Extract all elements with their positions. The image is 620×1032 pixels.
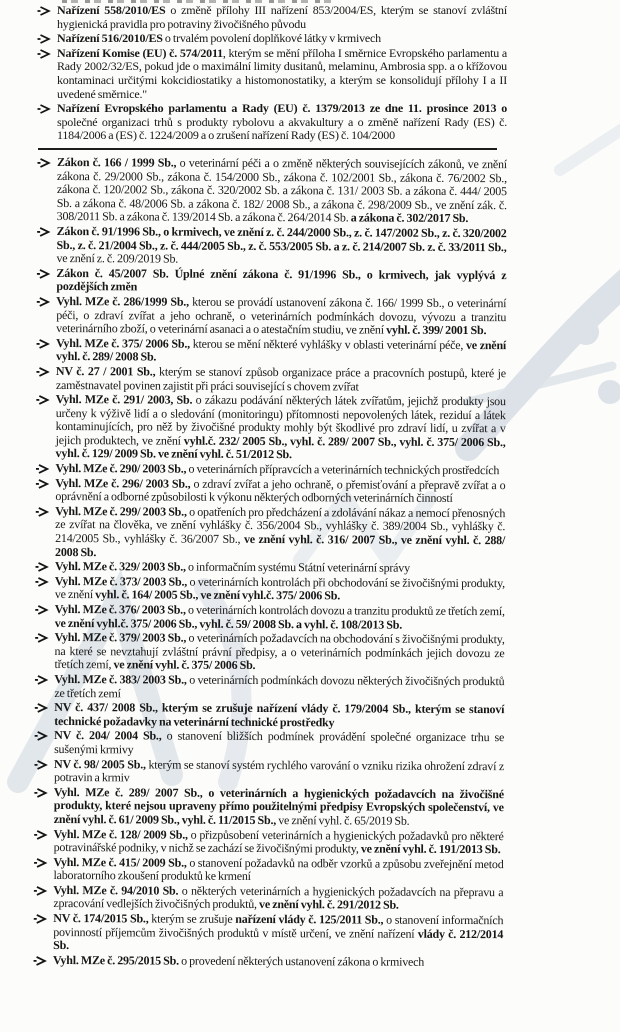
item-text-bold: ve znění vyhl. č. 191/2013 Sb. [360,841,501,857]
list-item [56,365,506,394]
item-text-bold: Nařízení Komise (EU) č. 574/2011 [57,45,223,60]
arrow-bullet-icon [36,395,50,405]
list-item [54,701,504,730]
item-text-bold: Vyhl. MZe č. 286/1999 Sb., [56,293,189,309]
item-text-bold: Vyhl. MZe č. 373/ 2003 Sb., [54,573,188,589]
item-text-bold: Nařízení Evropského parlamentu a Rady (EU) č. 1379/2013 ze dne 11. prosince 2013 o [57,101,507,116]
list-item [54,631,504,674]
list-item [56,267,506,296]
list-item [55,477,505,506]
list-item [56,295,506,338]
arrow-bullet-icon [37,104,51,114]
item-text: o veterinárních požadavcích na obchodování s živočišnými produkty, na které se nevztahují zvláštní právní předpisy, a o veterinárních podmínkách jejich dovozu ze třetích zemí, [54,630,505,672]
item-text-bold: Vyhl. MZe č. 289/ 2007 Sb., o veterinárních a hygienických požadavcích na živočišné produkty, které nejsou upraveny přímo použitelnými předpisy Evropských společenství, ve znění vyhl. č. 61/ 2009 Sb., vyhl. č. 11/2015 Sb., [53,784,504,827]
item-text: o přizpůsobení veterinárních a hygienických požadavků pro některé potravinářské podniky, v nichž se zachází se živočišnými produkty, [53,827,504,856]
item-text-bold: ve znění vyhl. č. 291/2012 Sb. [259,897,399,913]
item-text-bold: Vyhl. MZe č. 296/ 2003 Sb., [55,475,191,491]
list-item [56,337,506,366]
list-item [53,954,503,970]
arrow-bullet-icon [35,478,49,488]
item-text: o opatřeních pro předcházení a zdolávání nákaz a nemocí přenosných ze zvířat na člověka, ve znění vyhlášky č. 356/2004 Sb., vyhlášky č. 389/2004 Sb., vyhlášky č. 214/2005 Sb., vyhlášky č. 36/2007 Sb., [55,504,506,546]
item-text-bold: Vyhl. MZe č. 379/ 2003 Sb., [54,630,187,645]
arrow-bullet-icon [35,577,49,587]
item-text: o některých veterinárních a hygienických požadavcích na přepravu a zpracování vedlejších živočišných produktů, [53,883,504,912]
arrow-bullet-icon [35,605,49,615]
arrow-bullet-icon [34,703,48,713]
item-text-bold: ve znění vyhl. č. 316/ 2007 Sb., ve znění vyhl. č. 288/ 2008 Sb. [55,531,506,559]
arrow-bullet-icon [35,633,49,643]
item-text: o zákazu podávání některých látek zvířatům, jejichž produkty jsou určeny k výživě lidí a o sledování (monitoringu) přítomnosti nepovolených látek, reziduí a látek kontaminujících, pro něž by živočišné produkty mohly být škodlivé pro zdraví lidí, u zvířat a v jejich produktech, ve znění [55,392,506,448]
item-text: o veterinárních podmínkách dovozu některých živočišných produktů ze třetích zemí [54,672,505,700]
list-item [55,505,505,562]
item-text-bold: nařízení vlády č. 125/2011 Sb., [235,911,384,927]
arrow-bullet-icon [34,759,48,769]
item-text: o informačním systému Státní veterinární správy [185,559,410,575]
list-item [54,729,504,758]
item-text-bold: Vyhl. MZe č. 291/ 2003, Sb. [55,392,193,407]
regulation-list-national [53,156,507,970]
item-text: kterým se stanoví způsob organizace práce a pracovních postupů, které je zaměstnavatel povinen zajistit při práci související s chovem zvířat [55,364,506,393]
list-item [53,912,503,955]
item-text-bold: Vyhl. MZe č. 295/2015 Sb. [53,952,179,968]
section-divider-rule [38,148,497,150]
item-text-bold: a zákona č. 302/2017 Sb. [350,210,469,226]
arrow-bullet-icon [33,956,47,966]
arrow-bullet-icon [36,367,50,377]
item-text-bold: NV č. 98/ 2005 Sb., [53,756,146,771]
arrow-bullet-icon [34,858,48,868]
item-text-bold: ve znění vyhl. č. 289/ 2008 Sb. [55,337,507,364]
arrow-bullet-icon [36,339,50,349]
item-text: kterým se stanoví systém rychlého varování o vzniku rizika ohrožení zdraví z potravin a krmiv [53,756,505,785]
item-text-bold: Vyhl. MZe č. 383/ 2003 Sb., [54,671,187,687]
arrow-bullet-icon [37,49,51,59]
item-text: o veterinárních kontrolách dovozu a tranzitu produktů ze třetích zemí, [185,602,505,619]
list-item [54,673,504,702]
item-text: , kterým se mění příloha I směrnice Evropského parlamentu a Rady 2002/32/ES, pokud jde o maximální limity dusitanů, melaminu, Ambrosia spp. a o křížovou kontaminaci určitými kokcidiostatiky a histomonostatiky, a kterým se konsolidují přílohy I a II uvedené směrnice." [57,45,507,101]
item-text-bold: vyhl. č. 399/ 2001 Sb. [386,322,487,338]
item-text-bold: ve znění vyhl.č. 375/ 2006 Sb., vyhl. č. 59/ 2008 Sb. a vyhl. č. 108/2013 Sb. [54,615,403,632]
item-text: o trvalém povolení doplňkové látky v krmivech [162,31,381,46]
item-text-bold: NV č. 174/2015 Sb., [53,910,149,926]
item-text: kterým se zrušuje [148,911,236,926]
item-text-bold: Vyhl. MZe č. 376/ 2003 Sb., [54,601,186,617]
list-item [57,102,507,143]
item-text: společné organizaci trhů s produkty rybolovu a akvakultury a o změně nařízení Rady (ES) č. 1184/2006 a (ES) č. 1224/2009 a o zrušení nařízení Rady (ES) č. 104/2000 [57,114,507,143]
arrow-bullet-icon [37,34,51,44]
regulation-list-eu [57,4,507,143]
arrow-bullet-icon [37,158,51,168]
item-text-bold: ve znění vyhl. č. 375/ 2006 Sb. [113,657,256,673]
item-text: o zdraví zvířat a jeho ochraně, o přemisťování a přepravě zvířat a o oprávnění a odborné způsobilosti k výkonu některých odborných veterinárních činností [55,476,506,506]
item-text-bold: Vyhl. MZe č. 128/ 2009 Sb., [53,826,188,842]
item-text-bold: Vyhl. MZe č. 94/2010 Sb. [53,882,179,898]
item-text-bold: Vyhl. MZe č. 375/ 2006 Sb., [56,335,190,351]
item-text-bold: Vyhl. MZe č. 299/ 2003 Sb., [55,503,187,519]
item-text-bold: Nařízení 516/2010/ES [57,31,163,46]
arrow-bullet-icon [34,675,48,685]
arrow-bullet-icon [33,886,47,896]
list-item [57,32,507,46]
arrow-bullet-icon [37,6,51,16]
list-item [53,856,503,885]
item-text-bold: vlády č. 212/2014 Sb. [53,926,504,953]
arrow-bullet-icon [35,507,49,517]
arrow-bullet-icon [35,464,49,474]
item-text-bold: vyhl. č. 164/ 2005 Sb., ve znění vyhl.č. 375/ 2006 Sb. [95,587,341,603]
item-text: o stanovení informačních povinností příjemcům živočišných produktů v místě určení, ve znění nařízení [53,912,504,941]
item-text-bold: Vyhl. MZe č. 290/ 2003 Sb., [55,460,187,476]
list-item [56,225,506,268]
item-text-bold: NV č. 437/ 2008 Sb., kterým se zrušuje nařízení vlády č. 179/2004 Sb., kterým se stanoví technické požadavky na veterinární technické prostředky [54,700,505,730]
item-text: o provedení některých ustanovení zákona o krmivech [178,953,425,969]
item-text: kterou se provádí ustanovení zákona č. 166/ 1999 Sb., o veterinární péči, o zdraví zvířat a jeho ochraně, o veterinárních podmínkách dovozu, vývozu a tranzitu veterinárního zboží, o veterinární asanaci a o atestačním studiu, ve znění [56,294,507,337]
list-item [55,575,505,604]
arrow-bullet-icon [34,829,48,839]
item-text-bold: Zákon č. 45/2007 Sb. Úplné znění zákona č. 91/1996 Sb., o krmivech, jak vyplývá z pozdějších změn [56,265,507,294]
item-text-bold: vyhl.č. 232/ 2005 Sb., vyhl. č. 289/ 2007 Sb., vyhl. č. 375/ 2006 Sb., vyhl. č. 129/ 2009 Sb. ve znění vyhl. č. 51/2012 Sb. [55,433,506,462]
list-item [54,786,504,829]
item-text: o veterinární péči a o změně některých souvisejících zákonů, ve znění zákona č. 29/2000 Sb., zákona č. 154/2000 Sb., zákona č. 102/2001 Sb., zákona č. 76/2002 Sb., zákona č. 120/2002 Sb., zákona č. 320/2002 Sb. a zákona č. 131/ 2003 Sb. a zákona č. 444/ 2005 Sb. a zákona č. 48/2006 Sb. a zákona č. 182/ 2008 Sb., a zákona č. 298/2009 Sb., ve znění zák. č. 308/2011 Sb. a zákona č. 139/2014 Sb. a zákona č. 264/2014 Sb. [56,155,507,225]
arrow-bullet-icon [36,297,50,307]
arrow-bullet-icon [34,788,48,798]
item-text-bold: Vyhl. MZe č. 329/ 2003 Sb., [54,559,186,574]
item-text: ve znění vyhl. č. 65/2019 Sb. [276,812,410,828]
list-item [54,827,504,856]
list-item [57,4,507,31]
list-item [56,393,506,463]
item-text-bold: Zákon č. 91/1996 Sb., o krmivech, ve znění z. č. 244/2000 Sb., z. č. 147/2002 Sb., z. č. 320/2002 Sb., z. č. 21/2004 Sb., z. č. 444/2005 Sb., z. č. 553/2005 Sb. a z. č. 214/2007 Sb. z. č. 33/2011 Sb., [56,223,507,254]
item-text: o stanovení požadavků na odběr vzorků a způsobu zveřejnění metod laboratorního zkoušení produktů ke krmení [53,855,504,884]
item-text-bold: Vyhl. MZe č. 415/ 2009 Sb., [53,854,187,870]
item-text: o veterinárních přípravcích a veterinárních technických prostředcích [186,461,500,478]
list-item [54,757,504,786]
arrow-bullet-icon [33,914,47,924]
list-item [55,603,505,632]
list-item [53,884,503,913]
item-text-bold: NV č. 27 / 2001 Sb., [55,363,156,379]
item-text-bold: Nařízení 558/2010/ES [57,3,166,17]
item-text-bold: NV č. 204/ 2004 Sb., [54,728,162,743]
arrow-bullet-icon [36,269,50,279]
item-text: o změně přílohy III nařízení 853/2004/ES, kterým se stanoví zvláštní hygienická pravidla pro potraviny živočišného původu [57,3,507,31]
arrow-bullet-icon [34,731,48,741]
document-body [53,3,507,969]
item-text: o veterinárních kontrolách při obchodování se živočišnými produkty, ve znění [54,574,505,602]
list-item [57,47,507,101]
item-text: o stanovení bližších podmínek provádění společné organizace trhu se sušenými krmivy [54,728,505,757]
arrow-bullet-icon [37,227,51,237]
item-text: kterou se mění některé vyhlášky v oblasti veterinární péče, [189,336,467,352]
list-item [57,156,507,226]
arrow-bullet-icon [35,562,49,572]
item-text-bold: Zákon č. 166 / 1999 Sb., [56,154,177,170]
item-text: ve znění z. č. 209/2019 Sb. [56,251,179,266]
